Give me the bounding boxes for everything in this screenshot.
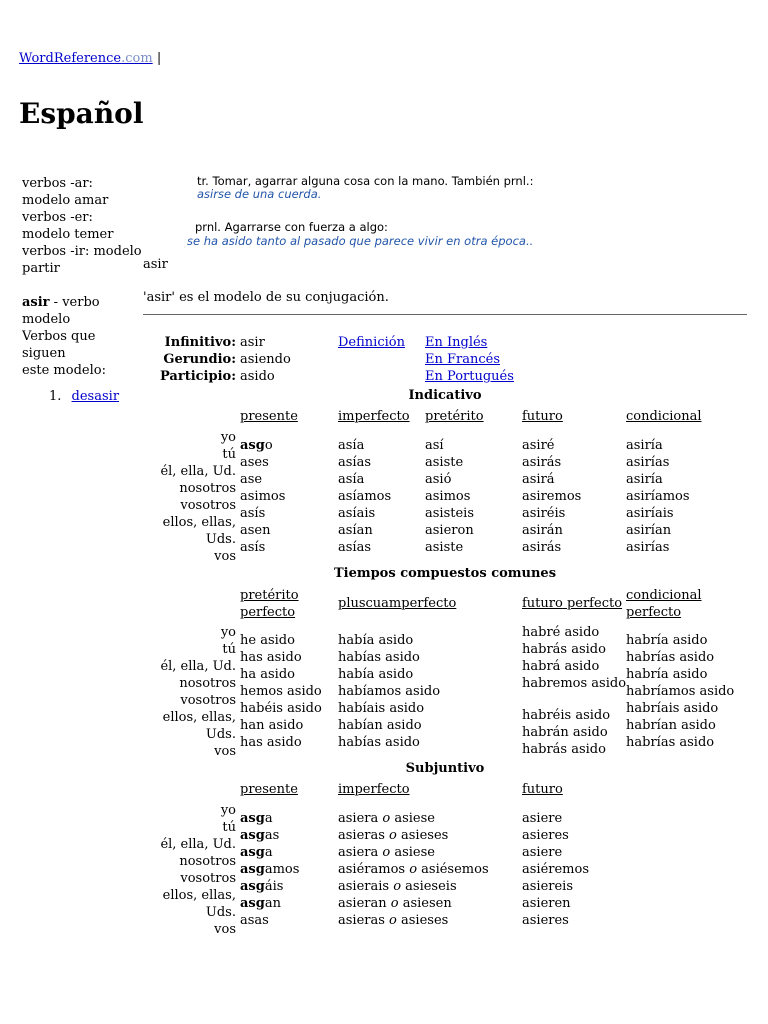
conjugation-cell: asierais o asieseis	[338, 879, 457, 894]
conjugation-cell: has asido	[240, 650, 302, 665]
conjugation-cell: asimos	[240, 489, 286, 504]
definition-example: se ha asido tanto al pasado que parece vivir en otra época.	[187, 234, 530, 248]
comp-header-futuro-perfecto: futuro perfecto	[522, 596, 623, 611]
conjugation-cell: asiréis	[522, 506, 566, 521]
conjugation-cell: habrías asido	[626, 650, 715, 665]
pronoun: Uds.	[205, 905, 236, 920]
divider	[143, 314, 747, 315]
pronoun: vos	[214, 922, 236, 937]
subj-header-futuro: futuro	[522, 782, 563, 797]
ind-header-futuro: futuro	[522, 409, 563, 424]
sidebar-verb: asir	[22, 295, 50, 310]
conjugation-cell: asías	[338, 455, 372, 470]
ind-header-presente: presente	[240, 409, 298, 424]
conjugation-cell: han asido	[240, 718, 304, 733]
conjugation-cell: habremos asido	[522, 676, 627, 691]
conjugation-cell: asiera o asiese	[338, 811, 435, 826]
followers-list	[22, 388, 140, 405]
conjugation-cell: ase	[240, 472, 263, 487]
ind-pronouns	[141, 429, 236, 565]
sidebar-modelo: modelo	[22, 312, 71, 327]
conjugation-cell: asieran o asiesen	[338, 896, 452, 911]
ind-header-condicional: condicional	[626, 409, 702, 424]
sidebar-line: verbos -er:	[22, 210, 93, 225]
comp-futuro-perfecto-col-b	[522, 707, 610, 758]
pronoun: vos	[214, 744, 236, 759]
conjugation-cell: asieres	[522, 828, 569, 843]
conjugation-cell: asís	[240, 506, 266, 521]
comp-pluscuamperfecto-col	[338, 632, 440, 751]
conjugation-cell: asiría	[626, 472, 663, 487]
sidebar-verb-suffix: - verbo	[49, 295, 100, 310]
conjugation-cell: habrías asido	[626, 735, 715, 750]
definition-1	[197, 175, 533, 201]
conjugation-cell: ases	[240, 455, 269, 470]
gerundio-label: Gerundio:	[163, 352, 236, 367]
conjugation-cell: asieren	[522, 896, 571, 911]
indicativo-title: Indicativo	[408, 388, 482, 403]
definition-2	[195, 221, 388, 234]
pronoun: ellos, ellas,	[162, 515, 236, 530]
conjugation-cell: habríais asido	[626, 701, 719, 716]
conjugation-cell: asirá	[522, 472, 555, 487]
subj-header-imperfecto: imperfecto	[338, 782, 410, 797]
pronoun: yo	[220, 625, 236, 640]
ind-header-preterito: pretérito	[425, 409, 484, 424]
definition-example-end: .	[529, 234, 534, 248]
conjugation-cell: asiere	[522, 845, 563, 860]
conjugation-cell: asirían	[626, 523, 672, 538]
conjugation-cell: asiereis	[522, 879, 574, 894]
conjugation-cell: he asido	[240, 633, 295, 648]
conjugation-cell: asiéremos	[522, 862, 590, 877]
definition-example-end: .	[317, 187, 322, 201]
conjugation-cell: habías asido	[338, 735, 420, 750]
conjugation-cell: habrían asido	[626, 718, 716, 733]
pronoun: él, ella, Ud.	[160, 837, 236, 852]
nav-separator: |	[156, 51, 162, 66]
conjugation-cell: habría asido	[626, 633, 708, 648]
pronoun: yo	[220, 803, 236, 818]
sidebar-line: modelo temer	[22, 227, 114, 242]
conjugation-cell: habréis asido	[522, 708, 611, 723]
infinitivo-label: Infinitivo:	[164, 335, 236, 350]
conjugation-cell: había asido	[338, 667, 414, 682]
conjugation-cell: asirías	[626, 540, 670, 555]
conjugation-cell: asirás	[522, 540, 562, 555]
gerundio-value: asiendo	[240, 352, 291, 367]
pronoun: Uds.	[205, 532, 236, 547]
infinitivo-value: asir	[240, 335, 265, 350]
conjugation-cell: asiste	[425, 540, 464, 555]
comp-header-pluscuamperfecto: pluscuamperfecto	[338, 596, 457, 611]
ind-imperfecto-col	[338, 437, 391, 556]
conjugation-cell: asieres	[522, 913, 569, 928]
comp-header-condicional-perfecto: condicional perfecto	[626, 588, 702, 620]
conjugation-cell: asías	[338, 540, 372, 555]
pronoun: Uds.	[205, 727, 236, 742]
subj-futuro-col	[522, 810, 589, 929]
ind-condicional-col	[626, 437, 690, 556]
comp-pronouns	[141, 624, 236, 760]
conjugation-cell: asís	[240, 540, 266, 555]
pronoun: nosotros	[179, 676, 236, 691]
comp-header-preterito-perfecto: pretérito perfecto	[240, 588, 299, 620]
sidebar-line: modelo amar	[22, 193, 109, 208]
conjugation-cell: has asido	[240, 735, 302, 750]
conjugation-cell: asía	[338, 438, 365, 453]
conjugation-cell: asgáis	[240, 879, 284, 894]
subj-pronouns	[141, 802, 236, 938]
list-number: 1.	[49, 389, 62, 404]
conjugation-cell: habéis asido	[240, 701, 322, 716]
definition-text: prnl. Agarrarse con fuerza a algo:	[195, 220, 388, 234]
conjugation-cell: habrán asido	[522, 725, 608, 740]
conjugation-cell: habíais asido	[338, 701, 425, 716]
conjugation-cell: asgas	[240, 828, 280, 843]
conjugation-cell: asíamos	[338, 489, 392, 504]
pronoun: vosotros	[180, 498, 236, 513]
conjugation-cell: asgan	[240, 896, 281, 911]
conjugation-cell: asía	[338, 472, 365, 487]
subj-presente-col	[240, 810, 299, 929]
sidebar-followers-label: este modelo:	[22, 363, 106, 378]
follower-link-desasir[interactable]: desasir	[71, 389, 120, 404]
en-ingles-link[interactable]: En Inglés	[425, 335, 488, 350]
sidebar-line: verbos -ar:	[22, 176, 93, 191]
conjugation-cell: habría asido	[626, 667, 708, 682]
ind-futuro-col	[522, 437, 581, 556]
verb-heading: asir	[143, 257, 168, 272]
pronoun: vosotros	[180, 693, 236, 708]
sidebar-line: partir	[22, 261, 60, 276]
conjugation-cell: habrás asido	[522, 742, 606, 757]
conjugation-cell: asiste	[425, 455, 464, 470]
pronoun: ellos, ellas,	[162, 888, 236, 903]
conjugation-cell: asieron	[425, 523, 474, 538]
conjugation-cell: hemos asido	[240, 684, 322, 699]
conjugation-cell: asiré	[522, 438, 555, 453]
subj-imperfecto-col	[338, 810, 489, 929]
conjugation-cell: había asido	[338, 633, 414, 648]
conjugation-cell: asieras o asieses	[338, 828, 449, 843]
comp-pret-perfecto-col	[240, 632, 322, 751]
conjugation-cell: habrás asido	[522, 642, 606, 657]
model-note: 'asir' es el modelo de su conjugación.	[143, 290, 389, 305]
compuestos-title: Tiempos compuestos comunes	[333, 566, 557, 581]
sidebar-line: verbos -ir: modelo	[22, 244, 142, 259]
subj-header-presente: presente	[240, 782, 298, 797]
conjugation-cell: asiría	[626, 438, 663, 453]
conjugation-cell: asas	[240, 913, 269, 928]
page-title: Español	[19, 97, 144, 130]
conjugation-cell: asiríais	[626, 506, 674, 521]
conjugation-cell: asimos	[425, 489, 471, 504]
ind-presente-col	[240, 437, 285, 556]
conjugation-cell: habrá asido	[522, 659, 600, 674]
conjugation-cell: asisteis	[425, 506, 474, 521]
pronoun: yo	[220, 430, 236, 445]
conjugation-cell: asiéramos o asiésemos	[338, 862, 489, 877]
conjugation-cell: asirías	[626, 455, 670, 470]
subjuntivo-title: Subjuntivo	[405, 761, 485, 776]
pronoun: vos	[214, 549, 236, 564]
pronoun: tú	[222, 820, 236, 835]
comp-futuro-perfecto-col-a	[522, 624, 626, 692]
conjugation-cell: así	[425, 438, 444, 453]
definicion-link[interactable]: Definición	[338, 335, 405, 350]
pronoun: tú	[222, 447, 236, 462]
conjugation-cell: asirás	[522, 455, 562, 470]
sidebar-verb-line	[22, 294, 140, 311]
conjugation-cell: habíamos asido	[338, 684, 441, 699]
ind-preterito-col	[425, 437, 474, 556]
conjugation-cell: habían asido	[338, 718, 422, 733]
conjugation-cell: asiera o asiese	[338, 845, 435, 860]
conjugation-cell: habríamos asido	[626, 684, 735, 699]
conjugation-cell: asieras o asieses	[338, 913, 449, 928]
definition-2-example-line	[187, 235, 533, 248]
top-nav	[19, 51, 161, 66]
wordreference-home-link[interactable]	[19, 51, 153, 66]
conjugation-cell: habías asido	[338, 650, 420, 665]
conjugation-cell: asiremos	[522, 489, 582, 504]
pronoun: nosotros	[179, 854, 236, 869]
en-portugues-link[interactable]: En Portugués	[425, 369, 514, 384]
conjugation-cell: asíais	[338, 506, 376, 521]
conjugation-cell: ha asido	[240, 667, 295, 682]
pronoun: nosotros	[179, 481, 236, 496]
conjugation-cell: asió	[425, 472, 452, 487]
conjugation-cell: asían	[338, 523, 373, 538]
ind-header-imperfecto: imperfecto	[338, 409, 410, 424]
pronoun: vosotros	[180, 871, 236, 886]
conjugation-cell: asgamos	[240, 862, 300, 877]
conjugation-cell: asiríamos	[626, 489, 690, 504]
conjugation-cell: asen	[240, 523, 271, 538]
pronoun: él, ella, Ud.	[160, 659, 236, 674]
comp-condicional-perfecto-col	[626, 632, 734, 751]
pronoun: ellos, ellas,	[162, 710, 236, 725]
site-name: WordReference	[19, 51, 122, 66]
definition-text: tr. Tomar, agarrar alguna cosa con la mano. También prnl.:	[197, 174, 534, 188]
en-frances-link[interactable]: En Francés	[425, 352, 500, 367]
participio-label: Participio:	[160, 369, 236, 384]
conjugation-cell: asgo	[240, 438, 273, 453]
participio-value: asido	[240, 369, 275, 384]
conjugation-cell: asga	[240, 845, 273, 860]
conjugation-cell: habré asido	[522, 625, 600, 640]
conjugation-cell: asiere	[522, 811, 563, 826]
pronoun: él, ella, Ud.	[160, 464, 236, 479]
sidebar	[22, 175, 140, 405]
pronoun: tú	[222, 642, 236, 657]
conjugation-cell: asirán	[522, 523, 563, 538]
definition-example: asirse de una cuerda	[197, 187, 318, 201]
sidebar-followers-label: Verbos que siguen	[22, 329, 96, 361]
conjugation-cell: asga	[240, 811, 273, 826]
site-domain: .com	[121, 51, 153, 66]
